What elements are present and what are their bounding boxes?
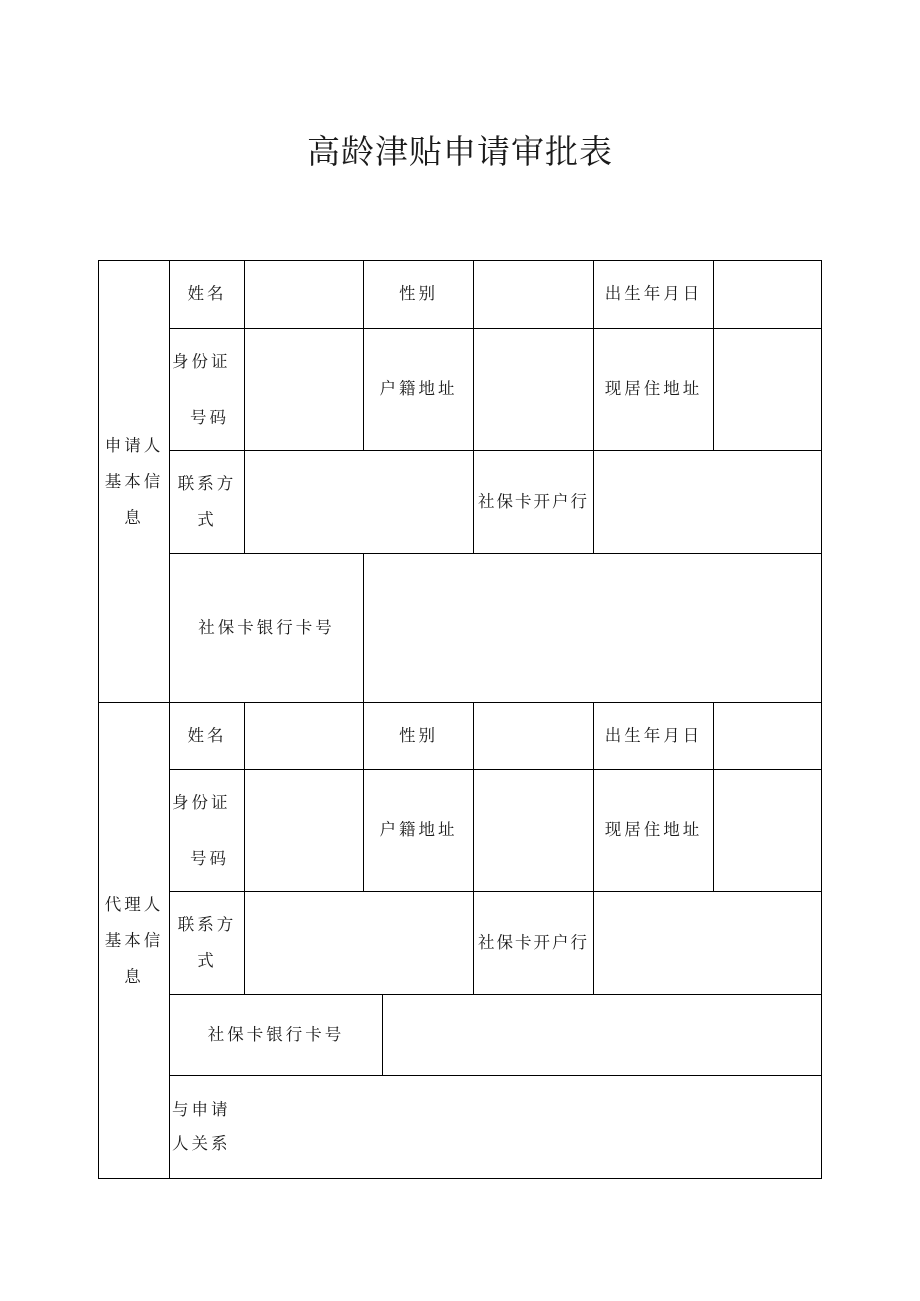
applicant-bank-field[interactable] — [594, 451, 821, 553]
agent-residence-label: 现居住地址 — [604, 820, 703, 840]
agent-birth-field[interactable] — [714, 703, 821, 769]
agent-section-label-line1: 代理人 — [104, 894, 164, 914]
applicant-id-label-line1: 身份证 — [172, 351, 231, 371]
applicant-section-label-line3: 息 — [124, 507, 144, 527]
applicant-residence-field[interactable] — [714, 329, 821, 450]
agent-relation-label-line2: 人关系 — [172, 1134, 231, 1153]
applicant-section-label-line2: 基本信 — [104, 471, 164, 491]
agent-id-label-line2: 号码 — [190, 848, 229, 868]
agent-contact-label — [170, 892, 244, 994]
agent-contact-label-line2: 式 — [197, 951, 217, 970]
agent-id-label — [172, 770, 244, 891]
agent-id-label-line1: 身份证 — [172, 792, 231, 812]
applicant-card-field[interactable] — [364, 554, 821, 702]
agent-household-label: 户籍地址 — [379, 820, 458, 840]
agent-name-field[interactable] — [245, 703, 363, 769]
agent-section-label — [99, 703, 169, 1178]
agent-name-label: 姓名 — [187, 725, 227, 745]
agent-section-label-line3: 息 — [124, 966, 144, 986]
applicant-household-field[interactable] — [474, 329, 593, 450]
agent-gender-label: 性别 — [399, 725, 438, 745]
agent-card-label: 社保卡银行卡号 — [207, 1024, 345, 1044]
applicant-birth-label: 出生年月日 — [604, 284, 703, 304]
applicant-id-label — [172, 329, 244, 450]
agent-birth-label: 出生年月日 — [604, 725, 703, 745]
applicant-gender-label: 性别 — [399, 284, 438, 304]
agent-household-field[interactable] — [474, 770, 593, 891]
applicant-contact-label — [170, 451, 244, 553]
applicant-gender-field[interactable] — [474, 261, 593, 328]
agent-gender-field[interactable] — [474, 703, 593, 769]
applicant-residence-label: 现居住地址 — [604, 379, 703, 399]
agent-relation-label-line1: 与申请 — [172, 1100, 231, 1119]
applicant-card-label: 社保卡银行卡号 — [198, 617, 335, 637]
agent-residence-field[interactable] — [714, 770, 821, 891]
applicant-contact-field[interactable] — [245, 451, 473, 553]
applicant-contact-label-line1: 联系方 — [177, 474, 237, 493]
agent-section-label-line2: 基本信 — [104, 930, 164, 950]
agent-id-field[interactable] — [245, 770, 363, 891]
applicant-contact-label-line2: 式 — [197, 510, 217, 529]
applicant-bank-label: 社保卡开户行 — [478, 491, 589, 511]
agent-contact-field[interactable] — [245, 892, 473, 994]
applicant-household-label: 户籍地址 — [379, 379, 458, 399]
agent-relation-field[interactable] — [253, 1076, 821, 1178]
agent-bank-label: 社保卡开户行 — [478, 932, 589, 952]
applicant-section-label-line1: 申请人 — [104, 435, 164, 455]
applicant-id-label-line2: 号码 — [190, 407, 229, 427]
agent-bank-field[interactable] — [594, 892, 821, 994]
applicant-name-label: 姓名 — [187, 284, 227, 304]
form-title: 高龄津贴申请审批表 — [307, 132, 613, 171]
agent-contact-label-line1: 联系方 — [177, 915, 237, 934]
agent-card-field[interactable] — [383, 995, 821, 1075]
applicant-section-label — [99, 261, 169, 702]
applicant-birth-field[interactable] — [714, 261, 821, 328]
applicant-name-field[interactable] — [245, 261, 363, 328]
applicant-id-field[interactable] — [245, 329, 363, 450]
agent-relation-label — [172, 1076, 252, 1178]
